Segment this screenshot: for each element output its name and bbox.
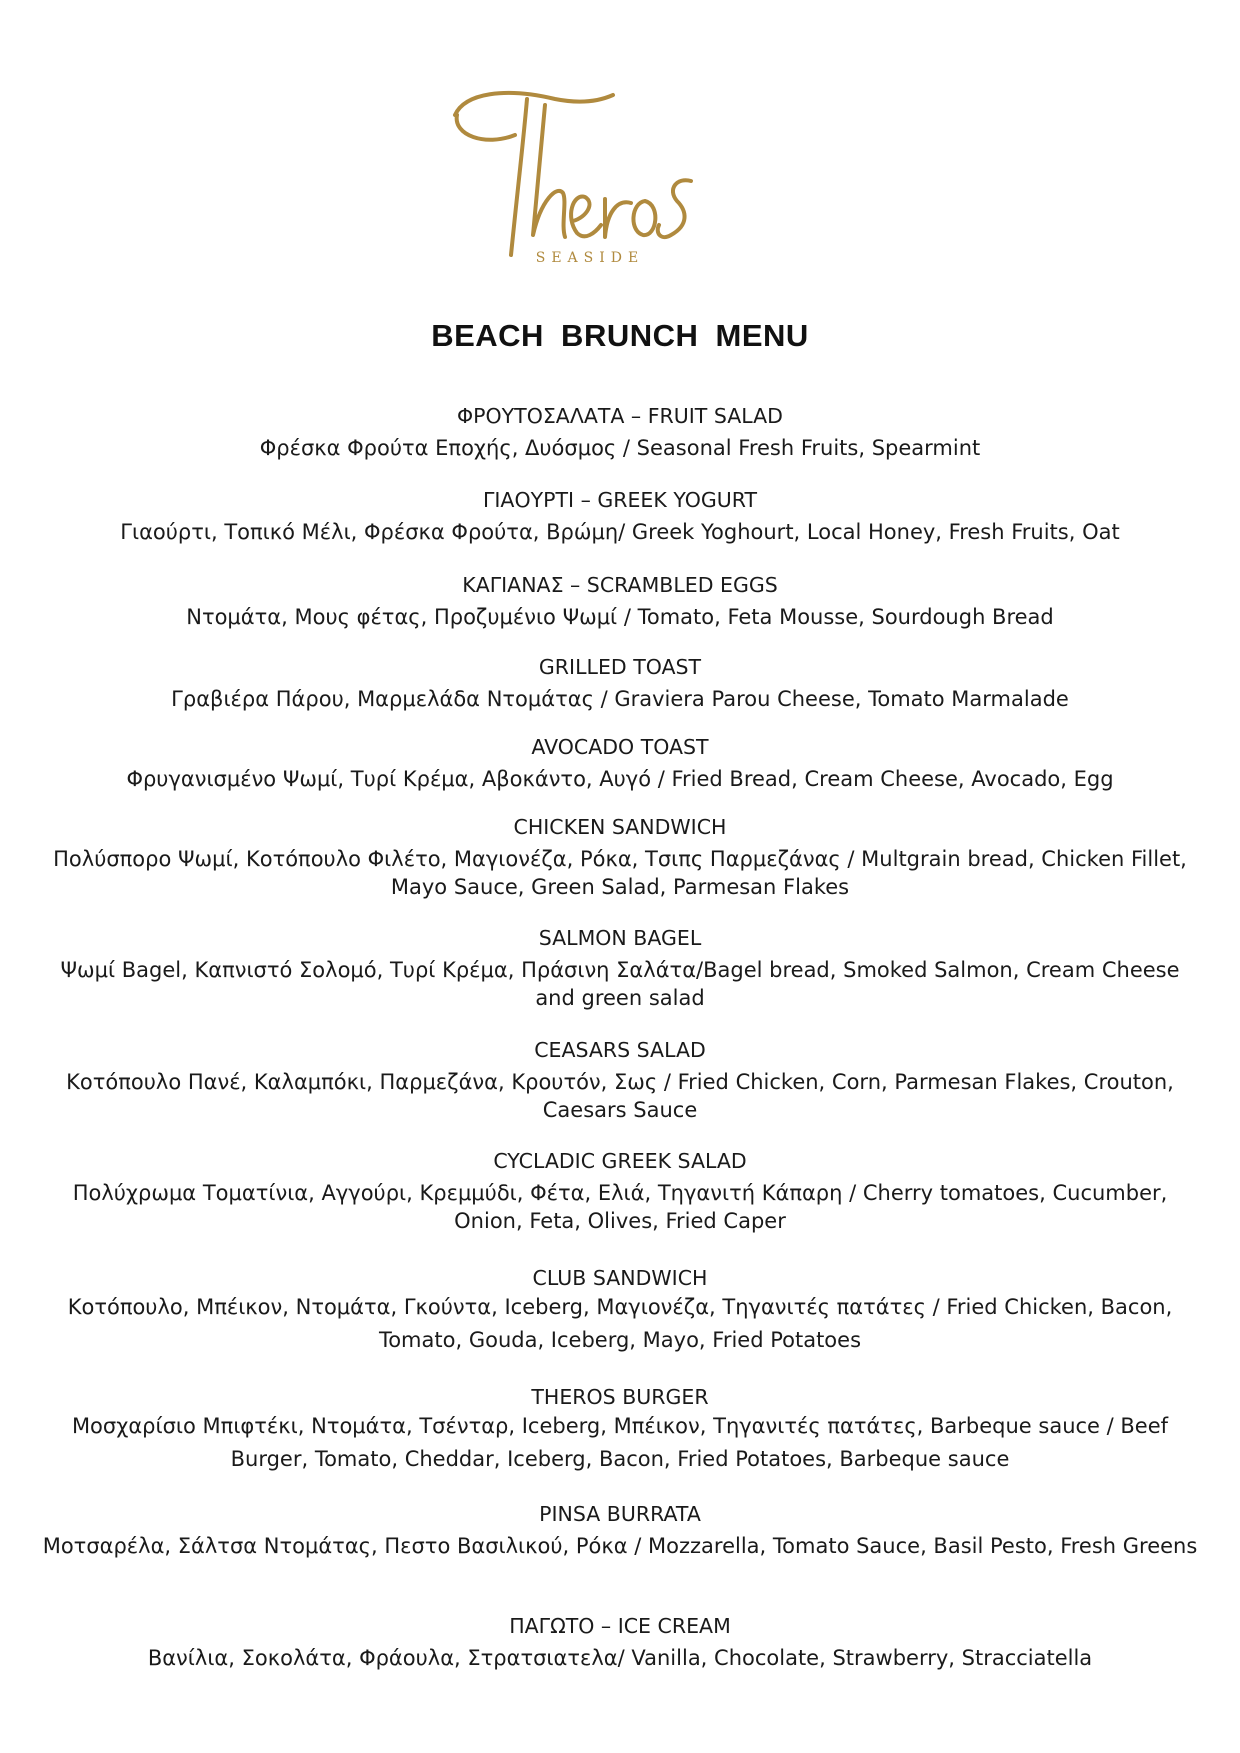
menu-item-description: Γραβιέρα Πάρου, Μαρμελάδα Ντομάτας / Graviera Parou Cheese, Tomato Marmalade bbox=[171, 687, 1069, 711]
menu-item-description: Φρυγανισμένο Ψωμί, Τυρί Κρέμα, Αβοκάντο, Αυγό / Fried Bread, Cream Cheese, Avocado, Egg bbox=[126, 767, 1114, 791]
menu-item-name: ΠΑΓΩΤΟ – ICE CREAM bbox=[509, 1614, 731, 1638]
logo-subtitle: SEASIDE bbox=[535, 250, 645, 266]
menu-item bbox=[40, 733, 1200, 793]
menu-item-description: Ψωμί Bagel, Καπνιστό Σολομό, Τυρί Κρέμα, Πράσινη Σαλάτα/Bagel bread, Smoked Salmon, Cream Cheese and green salad bbox=[60, 958, 1180, 1010]
menu-item-description: Πολύχρωμα Τοματίνια, Αγγούρι, Κρεμμύδι, Φέτα, Ελιά, Τηγανιτή Κάπαρη / Cherry tomatoes, Cucumber, Onion, Feta, Olives, Fried Caper bbox=[72, 1181, 1168, 1233]
menu-item bbox=[40, 653, 1200, 713]
menu-item-description: Γιαούρτι, Τοπικό Μέλι, Φρέσκα Φρούτα, Βρώμη/ Greek Yoghourt, Local Honey, Fresh Fruits, Oat bbox=[120, 520, 1120, 544]
menu-item-description: Φρέσκα Φρούτα Εποχής, Δυόσμος / Seasonal Fresh Fruits, Spearmint bbox=[259, 436, 981, 460]
menu-item bbox=[40, 1612, 1200, 1672]
menu-item bbox=[40, 402, 1200, 462]
menu-item bbox=[40, 1262, 1200, 1357]
menu-item-name: GRILLED TOAST bbox=[538, 655, 702, 679]
theros-logo bbox=[445, 85, 735, 290]
menu-item-name: CEASARS SALAD bbox=[534, 1038, 706, 1062]
menu-item bbox=[40, 924, 1200, 1012]
menu-item-description: Ντομάτα, Μους φέτας, Προζυμένιο Ψωμί / Tomato, Feta Mousse, Sourdough Bread bbox=[186, 605, 1054, 629]
menu-item-name: CHICKEN SANDWICH bbox=[513, 815, 727, 839]
menu-item-name: SALMON BAGEL bbox=[538, 926, 702, 950]
menu-item-description: Μοσχαρίσιο Μπιφτέκι, Ντομάτα, Τσένταρ, Iceberg, Μπέικον, Τηγανιτές πατάτες, Barbeque sauce / Beef Burger, Tomato, Cheddar, Iceberg, Bacon, Fried Potatoes, Barbeque sauce bbox=[71, 1414, 1169, 1471]
menu-item-description: Πολύσπορο Ψωμί, Κοτόπουλο Φιλέτο, Μαγιονέζα, Ρόκα, Τσιπς Παρμεζάνας / Multgrain bread, Chicken Fillet, Mayo Sauce, Green Salad, Parmesan Flakes bbox=[53, 847, 1187, 899]
menu-title: BEACH BRUNCH MENU bbox=[431, 318, 809, 353]
menu-item-name: CLUB SANDWICH bbox=[532, 1266, 708, 1290]
menu-item-name: CYCLADIC GREEK SALAD bbox=[493, 1149, 747, 1173]
menu-item bbox=[40, 1500, 1200, 1560]
menu-item-description: Βανίλια, Σοκολάτα, Φράουλα, Στρατσιατελα/ Vanilla, Chocolate, Strawberry, Stracciatella bbox=[147, 1646, 1093, 1670]
menu-item-name: PINSA BURRATA bbox=[539, 1502, 701, 1526]
menu-item-name: AVOCADO TOAST bbox=[531, 735, 709, 759]
menu-item-name: THEROS BURGER bbox=[531, 1385, 709, 1409]
menu-item bbox=[40, 486, 1200, 546]
menu-item-description: Μοτσαρέλα, Σάλτσα Ντομάτας, Πεστο Βασιλικού, Ρόκα / Mozzarella, Tomato Sauce, Basil Pesto, Fresh Greens bbox=[42, 1534, 1198, 1558]
menu-item-name: ΚΑΓΙΑΝΑΣ – SCRAMBLED EGGS bbox=[462, 573, 778, 597]
menu-item bbox=[40, 1381, 1200, 1476]
menu-item-description: Κοτόπουλο Πανέ, Καλαμπόκι, Παρμεζάνα, Κρουτόν, Σως / Fried Chicken, Corn, Parmesan Flakes, Crouton, Caesars Sauce bbox=[66, 1070, 1174, 1122]
menu-item bbox=[40, 813, 1200, 901]
menu-item-description: Κοτόπουλο, Μπέικον, Ντομάτα, Γκούντα, Iceberg, Μαγιονέζα, Τηγανιτές πατάτες / Fried Chicken, Bacon, Tomato, Gouda, Iceberg, Mayo, Fried Potatoes bbox=[67, 1295, 1173, 1352]
menu-item-name: ΓΙΑΟΥΡΤΙ – GREEK YOGURT bbox=[482, 488, 758, 512]
menu-item bbox=[40, 1147, 1200, 1235]
menu-item-name: ΦΡΟΥΤΟΣΑΛΑΤΑ – FRUIT SALAD bbox=[457, 404, 783, 428]
menu-item bbox=[40, 571, 1200, 631]
menu-item bbox=[40, 1036, 1200, 1124]
